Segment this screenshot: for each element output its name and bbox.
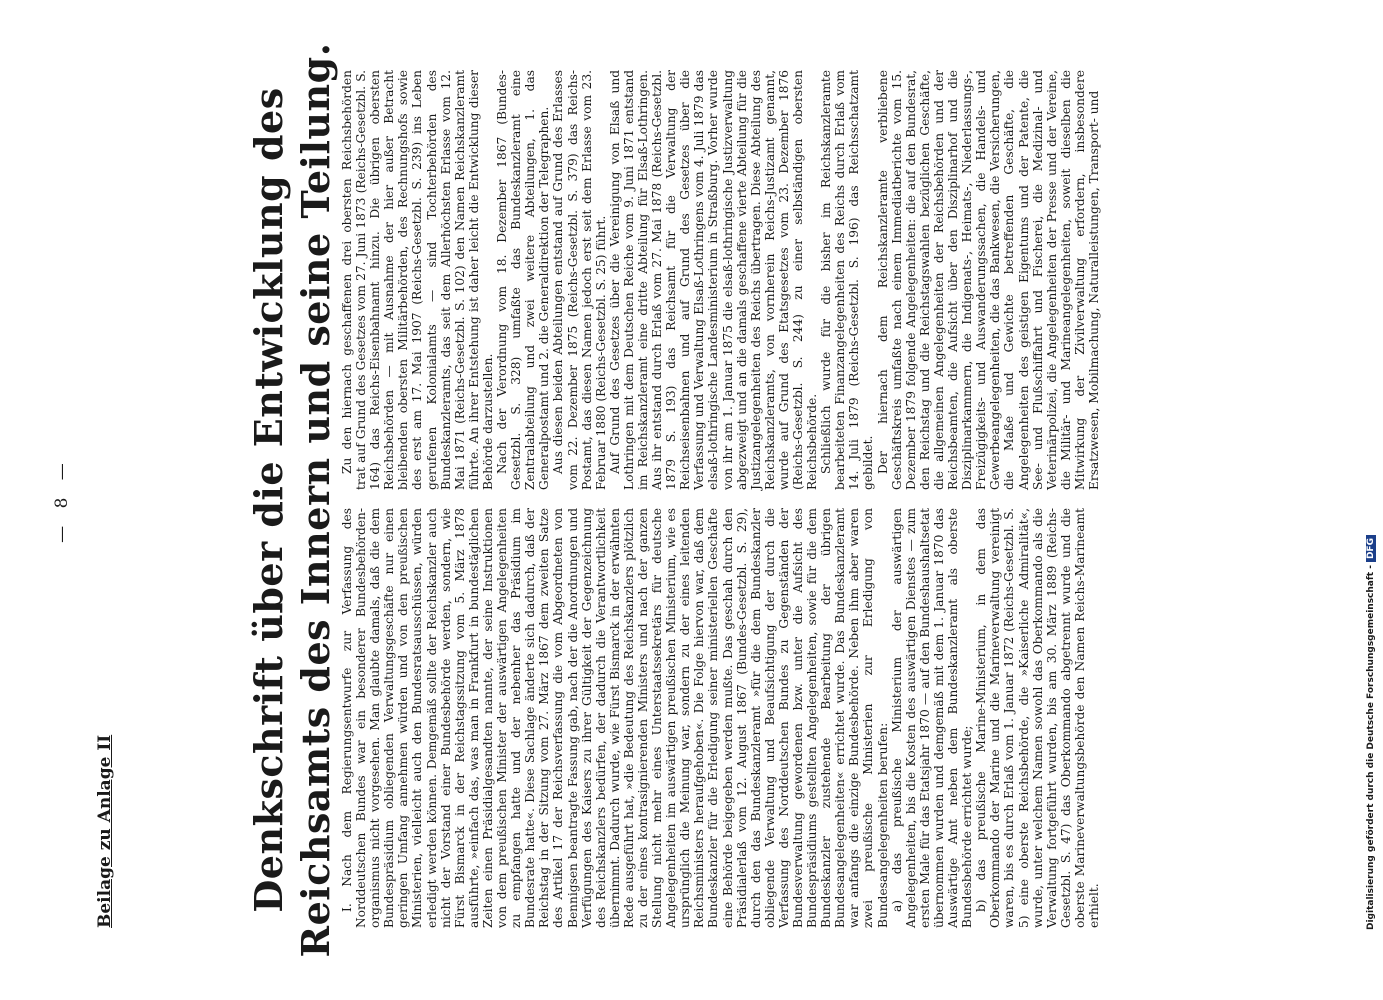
paragraph: Zu den hiernach geschaffenen drei obersten Reichsbehörden trat auf Grund des Gesetzes vom 27. Juni 1873 (Reichs-Gesetzbl. S. 164) das Reichs-Eisenbahnamt hinzu. Die übrigen obersten Reichsbehörden — mit Ausnahme der hier außer Betracht bleibenden obersten Militärbehörden, des Rechnungshofs sowie des erst am 17. Mai 1907 (Reichs-Gesetzbl. S. 239) ins Leben gerufenen Kolonialamts — sind Tochterbehörden des Bundeskanzleramts, das seit dem Allerhöchsten Erlasse vom 12. Mai 1871 (Reichs-Gesetzbl. S. 102) den Namen Reichskanzleramt führte. An ihrer Entstehung ist daher leicht die Entwicklung dieser Behörde darzustellen. xyxy=(340,70,495,490)
dfg-logo: DFG xyxy=(1366,535,1376,562)
credit-text: Digitalisierung gefördert durch die Deutsche Forschungsgemeinschaft - xyxy=(1366,565,1376,930)
paragraph: a) das preußische Ministerium der auswärtigen Angelegenheiten, bis die Kosten des auswärtigen Dienstes — zum ersten Male für das Etatsjahr 1870 — auf den Bundeshaushaltsetat übernommen wurden und demgemäß mit dem 1. Januar 1870 das Auswärtige Amt neben dem Bundeskanzleramt als oberste Bundesbehörde errichtet wurde; xyxy=(889,508,975,928)
paragraph: Schließlich wurde für die bisher im Reichskanzleramte bearbeiteten Finanzangelegenheiten des Reichs durch Erlaß vom 14. Juli 1879 (Reichs-Gesetzbl. S. 196) das Reichsschatzamt gebildet. xyxy=(819,70,876,490)
paragraph: Aus diesen beiden Abteilungen entstand auf Grund des Erlasses vom 22. Dezember 1875 (Reichs-Gesetzbl. S. 379) das Reichs-Postamt, das diesen Namen jedoch erst seit dem Erlasse vom 23. Februar 1880 (Reichs-Gesetzbl. S. 25) führt. xyxy=(551,70,608,490)
paragraph: I. Nach dem Regierungsentwurfe zur Verfassung des Norddeutschen Bundes war ein besonderer Bundesbehörden-organismus nicht vorgesehen. Man glaubte damals, daß die dem Bundespräsidium obliegenden Verwaltungsgeschäfte nur einen geringen Umfang annehmen würden und von den preußischen Ministerien, vielleicht auch den Bundesratsausschüssen, würden erledigt werden können. Demgemäß sollte der Reichskanzler auch nicht der Vorstand einer Bundesbehörde werden, sondern, wie Fürst Bismarck in der Reichstagssitzung vom 5. März 1878 ausführte, »einfach das, was man in Frankfurt in bundestäglichen Zeiten einen Präsidialgesandten nannte, der seine Instruktionen von dem preußischen Minister der auswärtigen Angelegenheiten zu empfangen hatte und der nebenher das Präsidium im Bundesrate hatte«. Diese Sachlage änderte sich dadurch, daß der Reichstag in der Sitzung vom 27. März 1867 dem zweiten Satze des Artikel 17 der Reichsverfassung die vom Abgeordneten von Bennigsen beantragte Fassung gab, nach der die Anordnungen und Verfügungen des Kaisers zu ihrer Gültigkeit der Gegenzeichnung des Reichskanzlers bedürfen, der dadurch die Verantwortlichkeit übernimmt. Dadurch wurde, wie Fürst Bismarck in der erwähnten Rede ausgeführt hat, »die Bedeutung des Reichskanzlers plötzlich zu der eines kontrasignierenden Ministers und nach der ganzen Stellung nicht mehr eines Unterstaatssekretärs für deutsche Angelegenheiten im auswärtigen preußischen Ministerium, wie es ursprünglich die Meinung war, sondern zu der eines leitenden Reichsministers heraufgehoben«. Die Folge hiervon war, daß dem Bundeskanzler für die Erledigung seiner ministeriellen Geschäfte eine Behörde beigegeben werden mußte. Das geschah durch den Präsidialerlaß vom 12. August 1867 (Bundes-Gesetzbl. S. 29), durch den das Bundeskanzleramt »für die dem Bundeskanzler obliegende Verwaltung und Beaufsichtigung der durch die Verfassung des Norddeutschen Bundes zu Gegenständen der Bundesverwaltung gewordenen bzw. unter die Aufsicht des Bundespräsidiums gestellten Angelegenheiten, sowie für die dem Bundeskanzler zustehende Bearbeitung der übrigen Bundesangelegenheiten« errichtet wurde. Das Bundeskanzleramt war anfangs die einzige Bundesbehörde. Neben ihm aber waren zwei preußische Ministerien zur Erledigung von Bundesangelegenheiten berufen: xyxy=(340,508,890,928)
paragraph: Der hiernach dem Reichskanzleramte verbliebene Geschäftskreis umfaßte nach einem Immediatberichte vom 15. Dezember 1879 folgende Angelegenheiten: die auf den Bundesrat, den Reichstag und die Reichstagswahlen bezüglichen Geschäfte, die allgemeinen Angelegenheiten der Reichsbehörden und der Reichsbeamten, die Aufsicht über den Disziplinarhof und die Disziplinarkammern, die Indigenats-, Heimats-, Niederlassungs-, Freizügigkeits- und Auswanderungssachen, die Handels- und Gewerbeangelegenheiten, die das Bankwesen, die Versicherungen, die Maße und Gewichte betreffenden Geschäfte, die Angelegenheiten des geistigen Eigentums und der Patente, die See- und Flußschiffahrt und Fischerei, die Medizinal- und Veterinärpolizei, die Angelegenheiten der Presse und der Vereine, die Militär- und Marineangelegenheiten, soweit dieselben die Mitwirkung der Zivilverwaltung erfordern, insbesondere Ersatzwesen, Mobilmachung, Naturalleistungen, Transport- und xyxy=(875,70,1101,490)
page-number: — 8 — xyxy=(52,457,72,543)
text-column-right xyxy=(340,70,1101,490)
document-title: Denkschrift über die Entwicklung des Reichsamts des Innern und seine Teilung. xyxy=(246,42,338,958)
text-column-left xyxy=(340,508,1101,928)
digitization-credit xyxy=(1366,30,1376,930)
paragraph: b) das preußische Marine-Ministerium, in dem das Oberkommando der Marine und die Marineverwaltung vereinigt waren, bis es durch Erlaß vom 1. Januar 1872 (Reichs-Gesetzbl. S. 5) eine oberste Reichsbehörde, die »Kaiserliche Admiralität«, wurde, unter welchem Namen sowohl das Oberkommando als die Verwaltung fortgeführt wurden, bis am 30. März 1889 (Reichs-Gesetzbl. S. 47) das Oberkommando abgetrennt wurde und die oberste Marineverwaltungsbehörde den Namen Reichs-Marineamt erhielt. xyxy=(974,508,1101,928)
paragraph: Nach der Verordnung vom 18. Dezember 1867 (Bundes-Gesetzbl. S. 328) umfaßte das Bundeskanzleramt eine Zentralabteilung und zwei weitere Abteilungen, 1. das Generalpostamt und 2. die Generaldirektion der Telegraphen. xyxy=(495,70,552,490)
section-header: Beilage zu Anlage II xyxy=(95,734,115,928)
paragraph: Auf Grund des Gesetzes über die Vereinigung von Elsaß und Lothringen mit dem Deutschen Reiche vom 9. Juni 1871 entstand im Reichskanzleramt eine dritte Abteilung für Elsaß-Lothringen. Aus ihr entstand durch Erlaß vom 27. Mai 1878 (Reichs-Gesetzbl. 1879 S. 193) das Reichsamt für die Verwaltung der Reichseisenbahnen und auf Grund des Gesetzes über die Verfassung und Verwaltung Elsaß-Lothringens vom 4. Juli 1879 das elsaß-lothringische Landesministerium in Straßburg. Vorher wurde von ihr am 1. Januar 1875 die elsaß-lothringische Justizverwaltung abgezweigt und an die damals geschaffene vierte Abteilung für die Justizangelegenheiten des Reichs übertragen. Diese Abteilung des Reichskanzleramts, von vornherein Reichs-Justizamt genannt, wurde auf Grund des Etatsgesetzes vom 23. Dezember 1876 (Reichs-Gesetzbl. S. 244) zu einer selbständigen obersten Reichsbehörde. xyxy=(607,70,820,490)
